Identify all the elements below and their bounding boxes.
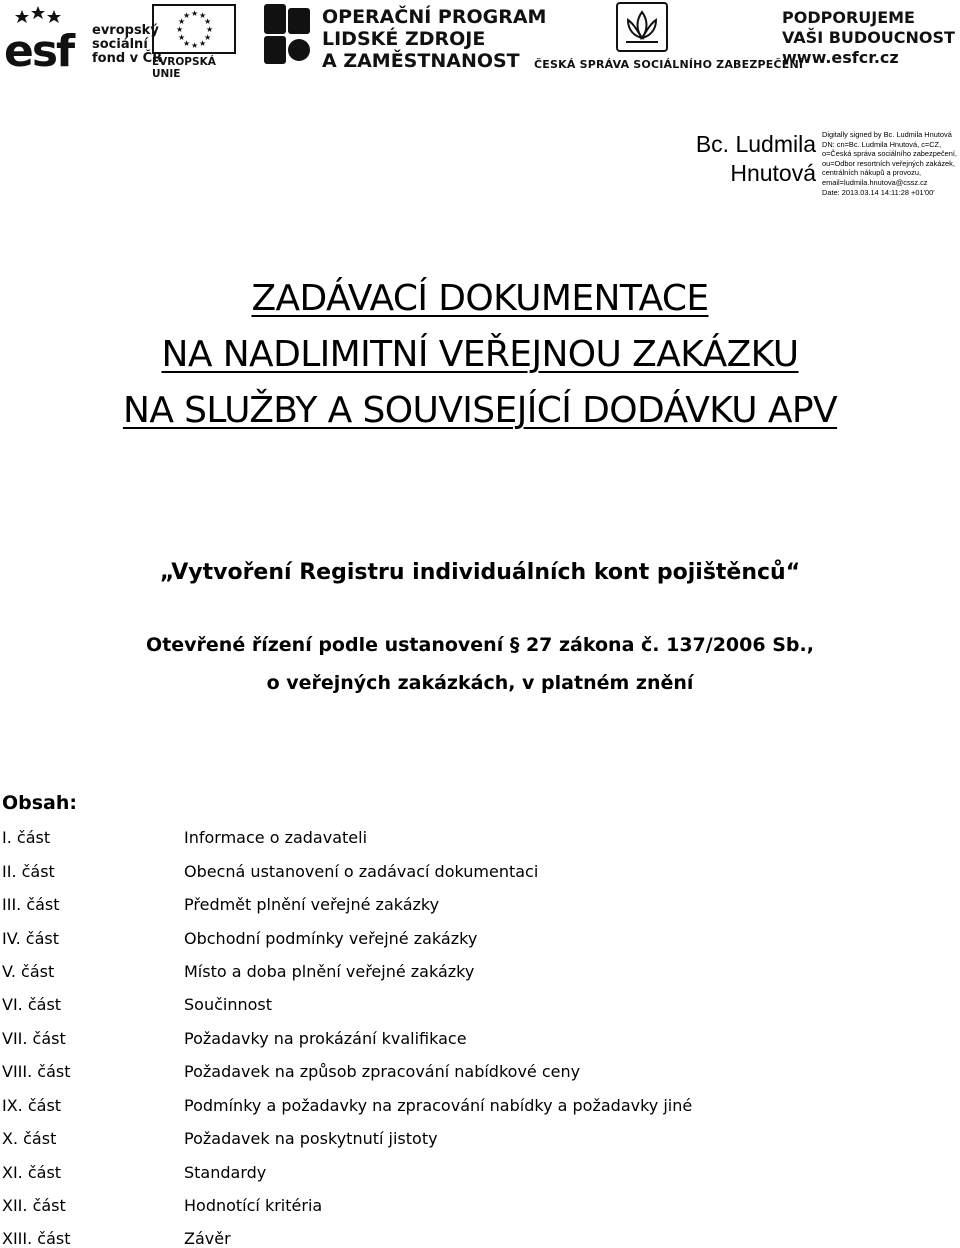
toc-item-title: Předmět plnění veřejné zakázky — [184, 895, 440, 914]
document-title-line-1: ZADÁVACÍ DOKUMENTACE — [251, 278, 709, 319]
toc-item — [0, 1029, 960, 1062]
toc-item-number: XI. část — [2, 1163, 62, 1182]
document-title-line-2: NA NADLIMITNÍ VEŘEJNOU ZAKÁZKU — [161, 334, 799, 375]
svg-text:★: ★ — [204, 17, 212, 26]
esf-logo-icon — [4, 4, 90, 68]
signature-detail-line: centrálních nákupů a provozu, — [822, 168, 922, 178]
contents-heading: Obsah: — [2, 792, 78, 814]
signature-detail-line: o=Česká správa sociálního zabezpečení, — [822, 149, 957, 159]
toc-item-title: Obchodní podmínky veřejné zakázky — [184, 929, 478, 948]
toc-item — [0, 1229, 960, 1248]
eu-label: EVROPSKÁ UNIE — [152, 56, 216, 80]
toc-item-title: Požadavek na způsob zpracování nabídkové ceny — [184, 1062, 581, 1081]
toc-item — [0, 1062, 960, 1095]
signature-detail-line: email=ludmila.hnutova@cssz.cz — [822, 177, 928, 187]
toc-item-number: XIII. část — [2, 1229, 71, 1248]
signature-detail-line: ou=Odbor resortních veřejných zakázek, — [822, 158, 955, 168]
cssz-logo-icon — [616, 2, 668, 52]
svg-text:★: ★ — [183, 39, 191, 48]
toc-item — [0, 862, 960, 895]
svg-text:★: ★ — [178, 17, 186, 26]
esf-line-1: evropský — [92, 23, 159, 38]
signature-name — [656, 130, 816, 188]
toc-item-number: VI. část — [2, 995, 62, 1014]
toc-item — [0, 828, 960, 861]
toc-item-number: III. část — [2, 895, 60, 914]
esf-line-2: sociální — [92, 37, 148, 52]
signature-detail-line: Digitally signed by Bc. Ludmila Hnutová — [822, 130, 952, 139]
cssz-label: ČESKÁ SPRÁVA SOCIÁLNÍHO ZABEZPEČENÍ — [534, 58, 804, 71]
signature-detail-line: DN: cn=Bc. Ludmila Hnutová, c=CZ, — [822, 139, 942, 149]
svg-text:★: ★ — [206, 25, 214, 34]
op-puzzle-icon — [262, 2, 312, 68]
svg-text:★: ★ — [176, 25, 184, 34]
toc-item-title: Obecná ustanovení o zadávací dokumentaci — [184, 862, 539, 881]
op-logo-text — [322, 6, 546, 72]
toc-item — [0, 1096, 960, 1129]
svg-text:★: ★ — [191, 9, 199, 18]
toc-item-number: IX. část — [2, 1096, 62, 1115]
esf-mark-text: esf — [4, 26, 74, 68]
toc-item-number: I. část — [2, 828, 51, 847]
toc-item-title: Požadavky na prokázání kvalifikace — [184, 1029, 467, 1048]
svg-text:★: ★ — [199, 39, 207, 48]
eu-flag-icon — [152, 4, 236, 54]
signature-name-line-2: Hnutová — [730, 160, 816, 186]
toc-item-number: XII. část — [2, 1196, 66, 1215]
toc-item-number: II. část — [2, 862, 55, 881]
toc-item-number: IV. část — [2, 929, 59, 948]
procedure-line-2: o veřejných zakázkách, v platném znění — [266, 672, 694, 694]
toc-item — [0, 929, 960, 962]
svg-text:★: ★ — [183, 11, 191, 20]
signature-details — [822, 130, 960, 197]
svg-text:★: ★ — [204, 33, 212, 42]
toc-item — [0, 995, 960, 1028]
toc-item-number: V. část — [2, 962, 55, 981]
esf-line-3: fond v ČR — [92, 51, 163, 66]
toc-item-title: Hodnotící kritéria — [184, 1196, 323, 1215]
eu-stars-icon — [154, 6, 234, 52]
signature-name-line-1: Bc. Ludmila — [695, 131, 816, 157]
toc-item-number: VIII. část — [2, 1062, 71, 1081]
procedure-line-1: Otevřené řízení podle ustanovení § 27 zákona č. 137/2006 Sb., — [146, 634, 814, 656]
toc-item-title: Podmínky a požadavky na zpracování nabídky a požadavky jiné — [184, 1096, 693, 1115]
toc-item — [0, 1196, 960, 1229]
op-line-2: LIDSKÉ ZDROJE — [322, 28, 486, 50]
toc-item-number: VII. část — [2, 1029, 66, 1048]
document-title-line-3: NA SLUŽBY A SOUVISEJÍCÍ DODÁVKU APV — [122, 390, 838, 431]
toc-item-title: Standardy — [184, 1163, 267, 1182]
toc-item-title: Požadavek na poskytnutí jistoty — [184, 1129, 438, 1148]
svg-text:★: ★ — [178, 33, 186, 42]
toc-item-title: Součinnost — [184, 995, 273, 1014]
toc-item-title: Místo a doba plnění veřejné zakázky — [184, 962, 475, 981]
toc-item-title: Informace o zadavateli — [184, 828, 368, 847]
toc-item — [0, 895, 960, 928]
support-url[interactable]: www.esfcr.cz — [782, 48, 899, 67]
project-name: „Vytvoření Registru individuálních kont pojištěnců“ — [159, 560, 801, 585]
signature-detail-line: Date: 2013.03.14 14:11:28 +01'00' — [822, 187, 935, 197]
toc-item — [0, 1163, 960, 1196]
lotus-icon — [618, 4, 666, 50]
svg-text:★: ★ — [199, 11, 207, 20]
support-line-2: VAŠI BUDOUCNOST — [782, 28, 955, 47]
toc-item — [0, 962, 960, 995]
logo-bar — [0, 0, 960, 80]
toc-item — [0, 1129, 960, 1162]
support-slogan — [782, 8, 955, 68]
toc-item-title: Závěr — [184, 1229, 231, 1248]
svg-text:★: ★ — [191, 41, 199, 50]
toc-item-number: X. část — [2, 1129, 57, 1148]
op-line-3: A ZAMĚSTNANOST — [322, 50, 520, 72]
op-line-1: OPERAČNÍ PROGRAM — [322, 6, 547, 28]
support-line-1: PODPORUJEME — [782, 8, 915, 27]
